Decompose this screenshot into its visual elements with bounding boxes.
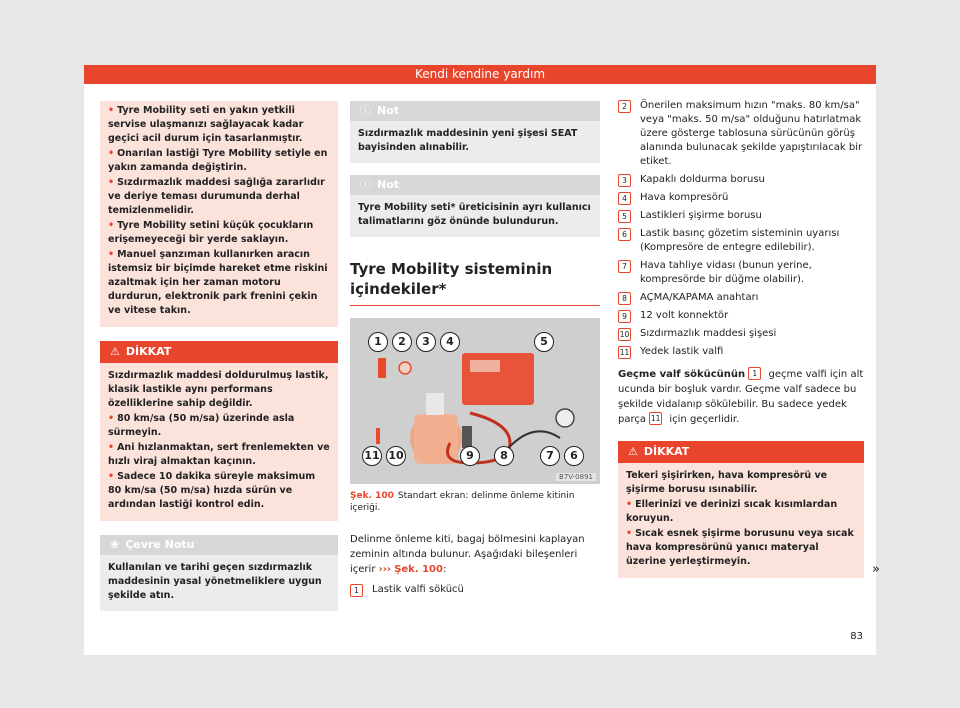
figure-label-9: 9: [460, 446, 480, 466]
item-number: 11: [619, 348, 630, 357]
intro-paragraph: Delinme önleme kiti, bagaj bölmesini kaplayan zeminin altında bulunur. Aşağıdaki bileşenleri içerir ››› Şek. 100:: [350, 534, 585, 575]
note-body: Sızdırmazlık maddesinin yeni şişesi SEAT bayisinden alınabilir.: [358, 128, 578, 153]
column-3: [618, 99, 880, 578]
caution-header: ⚠ DİKKAT: [618, 441, 864, 463]
list-item: 2 Önerilen maksimum hızın "maks. 80 km/sa" veya "maks. 50 m/sa" olduğunu hatırlatmak üzere gösterge tablosuna sürücünün görüş alanında bulunacak şekilde yapıştırılacak bir etiket.: [618, 99, 864, 169]
caution-bullet: • Sıcak esnek şişirme borusunu veya sıcak hava kompresörünü yanıcı materyal üzerine yerleştirmeyin.: [626, 528, 854, 567]
note-box: [350, 175, 600, 237]
figure-label-10: 10: [386, 446, 406, 466]
item-number: 1: [748, 367, 761, 380]
page-header: Kendi kendine yardım: [84, 65, 876, 84]
document-page: [84, 65, 880, 655]
page-number: 83: [850, 631, 863, 642]
figure-label-7: 7: [540, 446, 560, 466]
item-number: 9: [618, 310, 631, 323]
list-item: 1 Lastik valfi sökücü: [350, 583, 600, 597]
caution-bullet: • Sadece 10 dakika süreyle maksimum 80 km/sa (50 m/sa) hızda sürün ve ardından lastiği kontrol edin.: [108, 471, 316, 510]
caution-bullet: • 80 km/sa (50 m/sa) üzerinde asla sürmeyin.: [108, 413, 295, 438]
list-item: 3 Kapaklı doldurma borusu: [618, 173, 864, 187]
warning-triangle-icon: ⚠: [628, 445, 638, 458]
list-item: 4 Hava kompresörü: [618, 191, 864, 205]
note-box: [350, 101, 600, 163]
figure-code: B7V-0891: [556, 473, 596, 481]
valve-paragraph: Geçme valf sökücünün 1 geçme valfi için alt ucunda bir boşluk vardır. Geçme valf sadece bu şekilde vidalanıp sökülebilir. Bu sadece yedek parça 11 için geçerlidir.: [618, 369, 864, 425]
list-item: 11 Yedek lastik valfi: [619, 346, 724, 357]
list-item: 9 12 volt konnektör: [618, 309, 864, 323]
caution-header: ⚠ DİKKAT: [100, 341, 338, 363]
note-header: ⓘ Not: [350, 101, 600, 121]
warning-bullet: • Tyre Mobility seti en yakın yetkili servise ulaşmanızı sağlayacak kadar geçici acil durum için tasarlanmıştır.: [108, 105, 304, 144]
environment-note-box: [100, 535, 338, 611]
continue-arrow-icon: »: [872, 562, 880, 577]
figure-reference-link[interactable]: Şek. 100: [394, 564, 443, 575]
item-number: 7: [618, 260, 631, 273]
bullet-icon: •: [108, 177, 115, 188]
figure-label-3: 3: [416, 332, 436, 352]
item-number: 10: [619, 330, 630, 339]
item-number: 3: [618, 174, 631, 187]
bullet-icon: •: [626, 499, 633, 510]
environment-note-header: ❀ Çevre Notu: [100, 535, 338, 555]
reference-arrow: ›››: [378, 564, 391, 575]
caution-box: [618, 441, 864, 578]
item-number: 2: [618, 100, 631, 113]
column-1: [100, 101, 338, 611]
caution-intro: Tekeri şişirirken, hava kompresörü ve şişirme borusu ısınabilir.: [626, 470, 828, 495]
list-item: 10 Sızdırmazlık maddesi şişesi: [619, 328, 777, 339]
warning-bullet: • Tyre Mobility setini küçük çocukların erişemeyeceği bir yerde saklayın.: [108, 220, 314, 245]
figure-label-1: 1: [368, 332, 388, 352]
item-number: 1: [350, 584, 363, 597]
item-number: 11: [650, 414, 661, 423]
item-number: 6: [618, 228, 631, 241]
bullet-icon: •: [626, 528, 633, 539]
warning-bullet: • Manuel şanzıman kullanırken aracın istemsiz bir biçimde hareket etme riskini azaltmak için her zaman motoru durdurun, elektronik park frenini çekin ve vitese takın.: [108, 249, 328, 316]
column-2: [350, 101, 600, 601]
item-number: 5: [618, 210, 631, 223]
warning-bullet: • Sızdırmazlık maddesi sağlığa zararlıdır ve deriye teması durumunda derhal temizlenmelidir.: [108, 177, 325, 216]
caution-box: [100, 341, 338, 521]
info-icon: ⓘ: [360, 104, 371, 117]
bullet-icon: •: [108, 220, 115, 231]
bullet-icon: •: [108, 249, 115, 260]
note-header: ⓘ Not: [350, 175, 600, 195]
warning-box-continued: [100, 101, 338, 327]
environment-note-body: Kullanılan ve tarihi geçen sızdırmazlık maddesinin yasal yönetmeliklere uygun şekilde atın.: [108, 562, 322, 601]
item-number: 4: [618, 192, 631, 205]
info-icon: ⓘ: [360, 178, 371, 191]
caution-bullet: • Ellerinizi ve derinizi sıcak kısımlardan koruyun.: [626, 499, 838, 524]
list-item: 6 Lastik basınç gözetim sisteminin uyarısı (Kompresöre de entegre edilebilir).: [618, 227, 864, 255]
figure-label-6: 6: [564, 446, 584, 466]
leaf-icon: ❀: [110, 538, 120, 551]
note-body: Tyre Mobility seti* üreticisinin ayrı kullanıcı talimatlarını göz önünde bulundurun.: [358, 202, 591, 227]
figure-caption: Şek. 100 Standart ekran: delinme önleme kitinin içeriği.: [350, 491, 575, 513]
bullet-icon: •: [108, 442, 115, 453]
figure-label-8: 8: [494, 446, 514, 466]
list-item: 7 Hava tahliye vidası (bunun yerine, kompresörde bir düğme olabilir).: [618, 259, 864, 287]
warning-bullet: • Onarılan lastiği Tyre Mobility setiyle en yakın zamanda değiştirin.: [108, 148, 328, 173]
bullet-icon: •: [108, 105, 115, 116]
bullet-icon: •: [108, 148, 115, 159]
warning-triangle-icon: ⚠: [110, 345, 120, 358]
figure-label-2: 2: [392, 332, 412, 352]
bullet-icon: •: [108, 413, 115, 424]
figure-label-4: 4: [440, 332, 460, 352]
list-item: 5 Lastikleri şişirme borusu: [618, 209, 864, 223]
kit-figure: [350, 318, 600, 484]
figure-label-5: 5: [534, 332, 554, 352]
list-item: 8 AÇMA/KAPAMA anahtarı: [618, 291, 864, 305]
figure-label-11: 11: [362, 446, 382, 466]
bullet-icon: •: [108, 471, 115, 482]
caution-bullet: • Ani hızlanmaktan, sert frenlemekten ve hızlı viraj almaktan kaçının.: [108, 442, 330, 467]
caution-intro: Sızdırmazlık maddesi doldurulmuş lastik, klasik lastikle aynı performans özelliklerine sahip değildir.: [108, 370, 329, 409]
section-title: Tyre Mobility sisteminin içindekiler*: [350, 259, 600, 306]
item-number: 8: [618, 292, 631, 305]
